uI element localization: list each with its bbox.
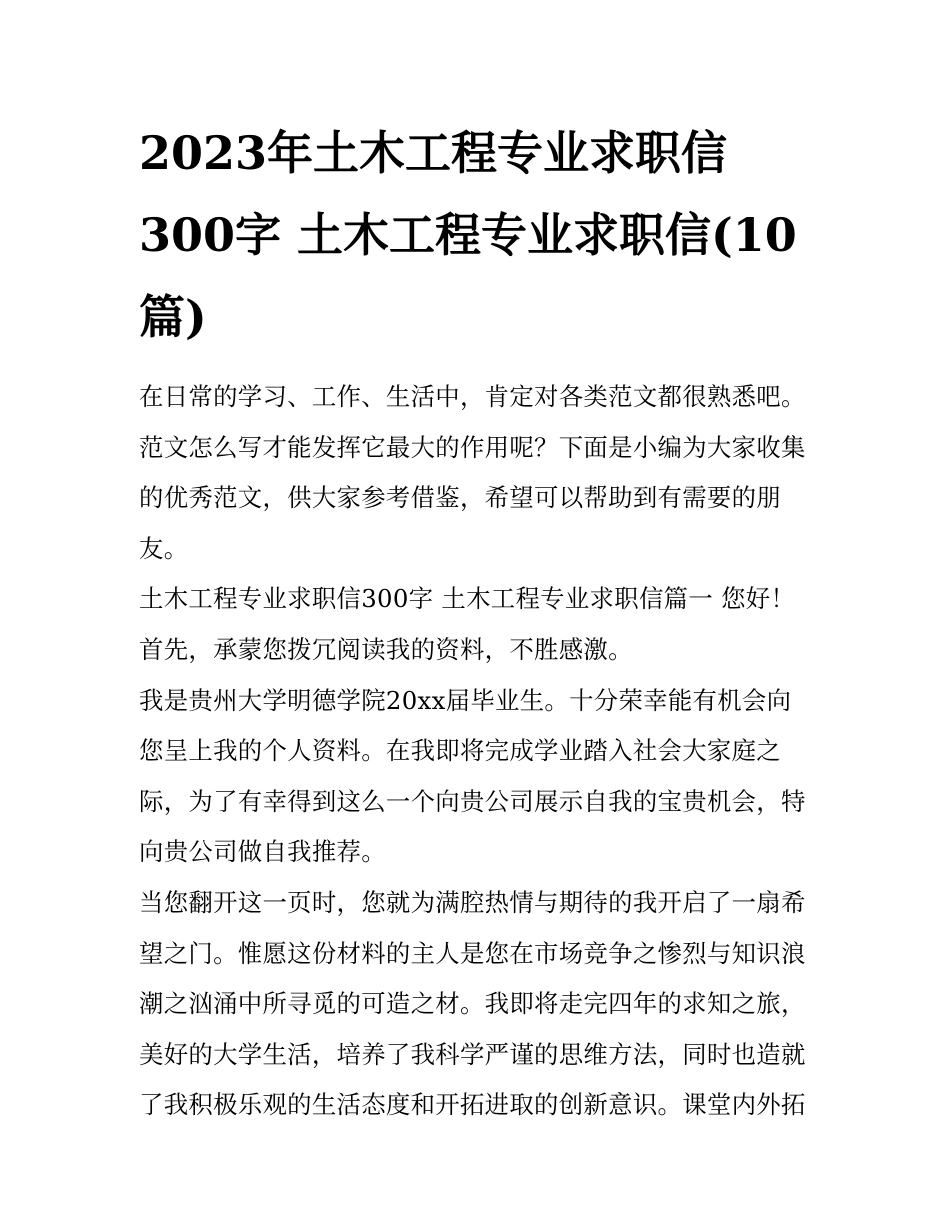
title-line: 300字 土木工程专业求职信(10 xyxy=(139,208,797,262)
text-line: 我是贵州大学明德学院20xx届毕业生。十分荣幸能有机会向 xyxy=(139,685,792,715)
text-line: 潮之汹涌中所寻觅的可造之材。我即将走完四年的求知之旅， xyxy=(139,989,806,1019)
text-line: 友。 xyxy=(139,533,189,563)
text-line: 美好的大学生活，培养了我科学严谨的思维方法，同时也造就 xyxy=(139,1039,806,1069)
text-line: 在日常的学习、工作、生活中，肯定对各类范文都很熟悉吧。 xyxy=(139,382,806,411)
intro-paragraph xyxy=(139,372,819,574)
letter-heading-paragraph xyxy=(139,574,819,625)
text-line: 您呈上我的个人资料。在我即将完成学业踏入社会大家庭之 xyxy=(139,736,781,766)
text-line: 范文怎么写才能发挥它最大的作用呢？下面是小编为大家收集 xyxy=(139,432,806,462)
text-line: 望之门。惟愿这份材料的主人是您在市场竞争之惨烈与知识浪 xyxy=(139,938,806,968)
greeting-paragraph xyxy=(139,625,819,676)
text-line: 向贵公司做自我推荐。 xyxy=(139,837,386,867)
body-paragraph xyxy=(139,878,819,1131)
title-line: 2023年土木工程专业求职信 xyxy=(139,126,728,180)
text-line: 当您翻开这一页时，您就为满腔热情与期待的我开启了一扇希 xyxy=(139,887,806,917)
text-line: 了我积极乐观的生活态度和开拓进取的创新意识。课堂内外拓 xyxy=(139,1090,806,1120)
title-line: 篇) xyxy=(139,290,207,344)
text-line: 际，为了有幸得到这么一个向贵公司展示自我的宝贵机会，特 xyxy=(139,786,806,816)
self-introduction-paragraph xyxy=(139,676,819,878)
text-line: 首先，承蒙您拨冗阅读我的资料，不胜感激。 xyxy=(139,634,633,664)
text-line: 土木工程专业求职信300字 土木工程专业求职信篇一 您好！ xyxy=(139,584,796,614)
document-title xyxy=(139,112,819,358)
text-line: 的优秀范文，供大家参考借鉴，希望可以帮助到有需要的朋 xyxy=(139,483,781,513)
document-body xyxy=(139,112,819,1131)
